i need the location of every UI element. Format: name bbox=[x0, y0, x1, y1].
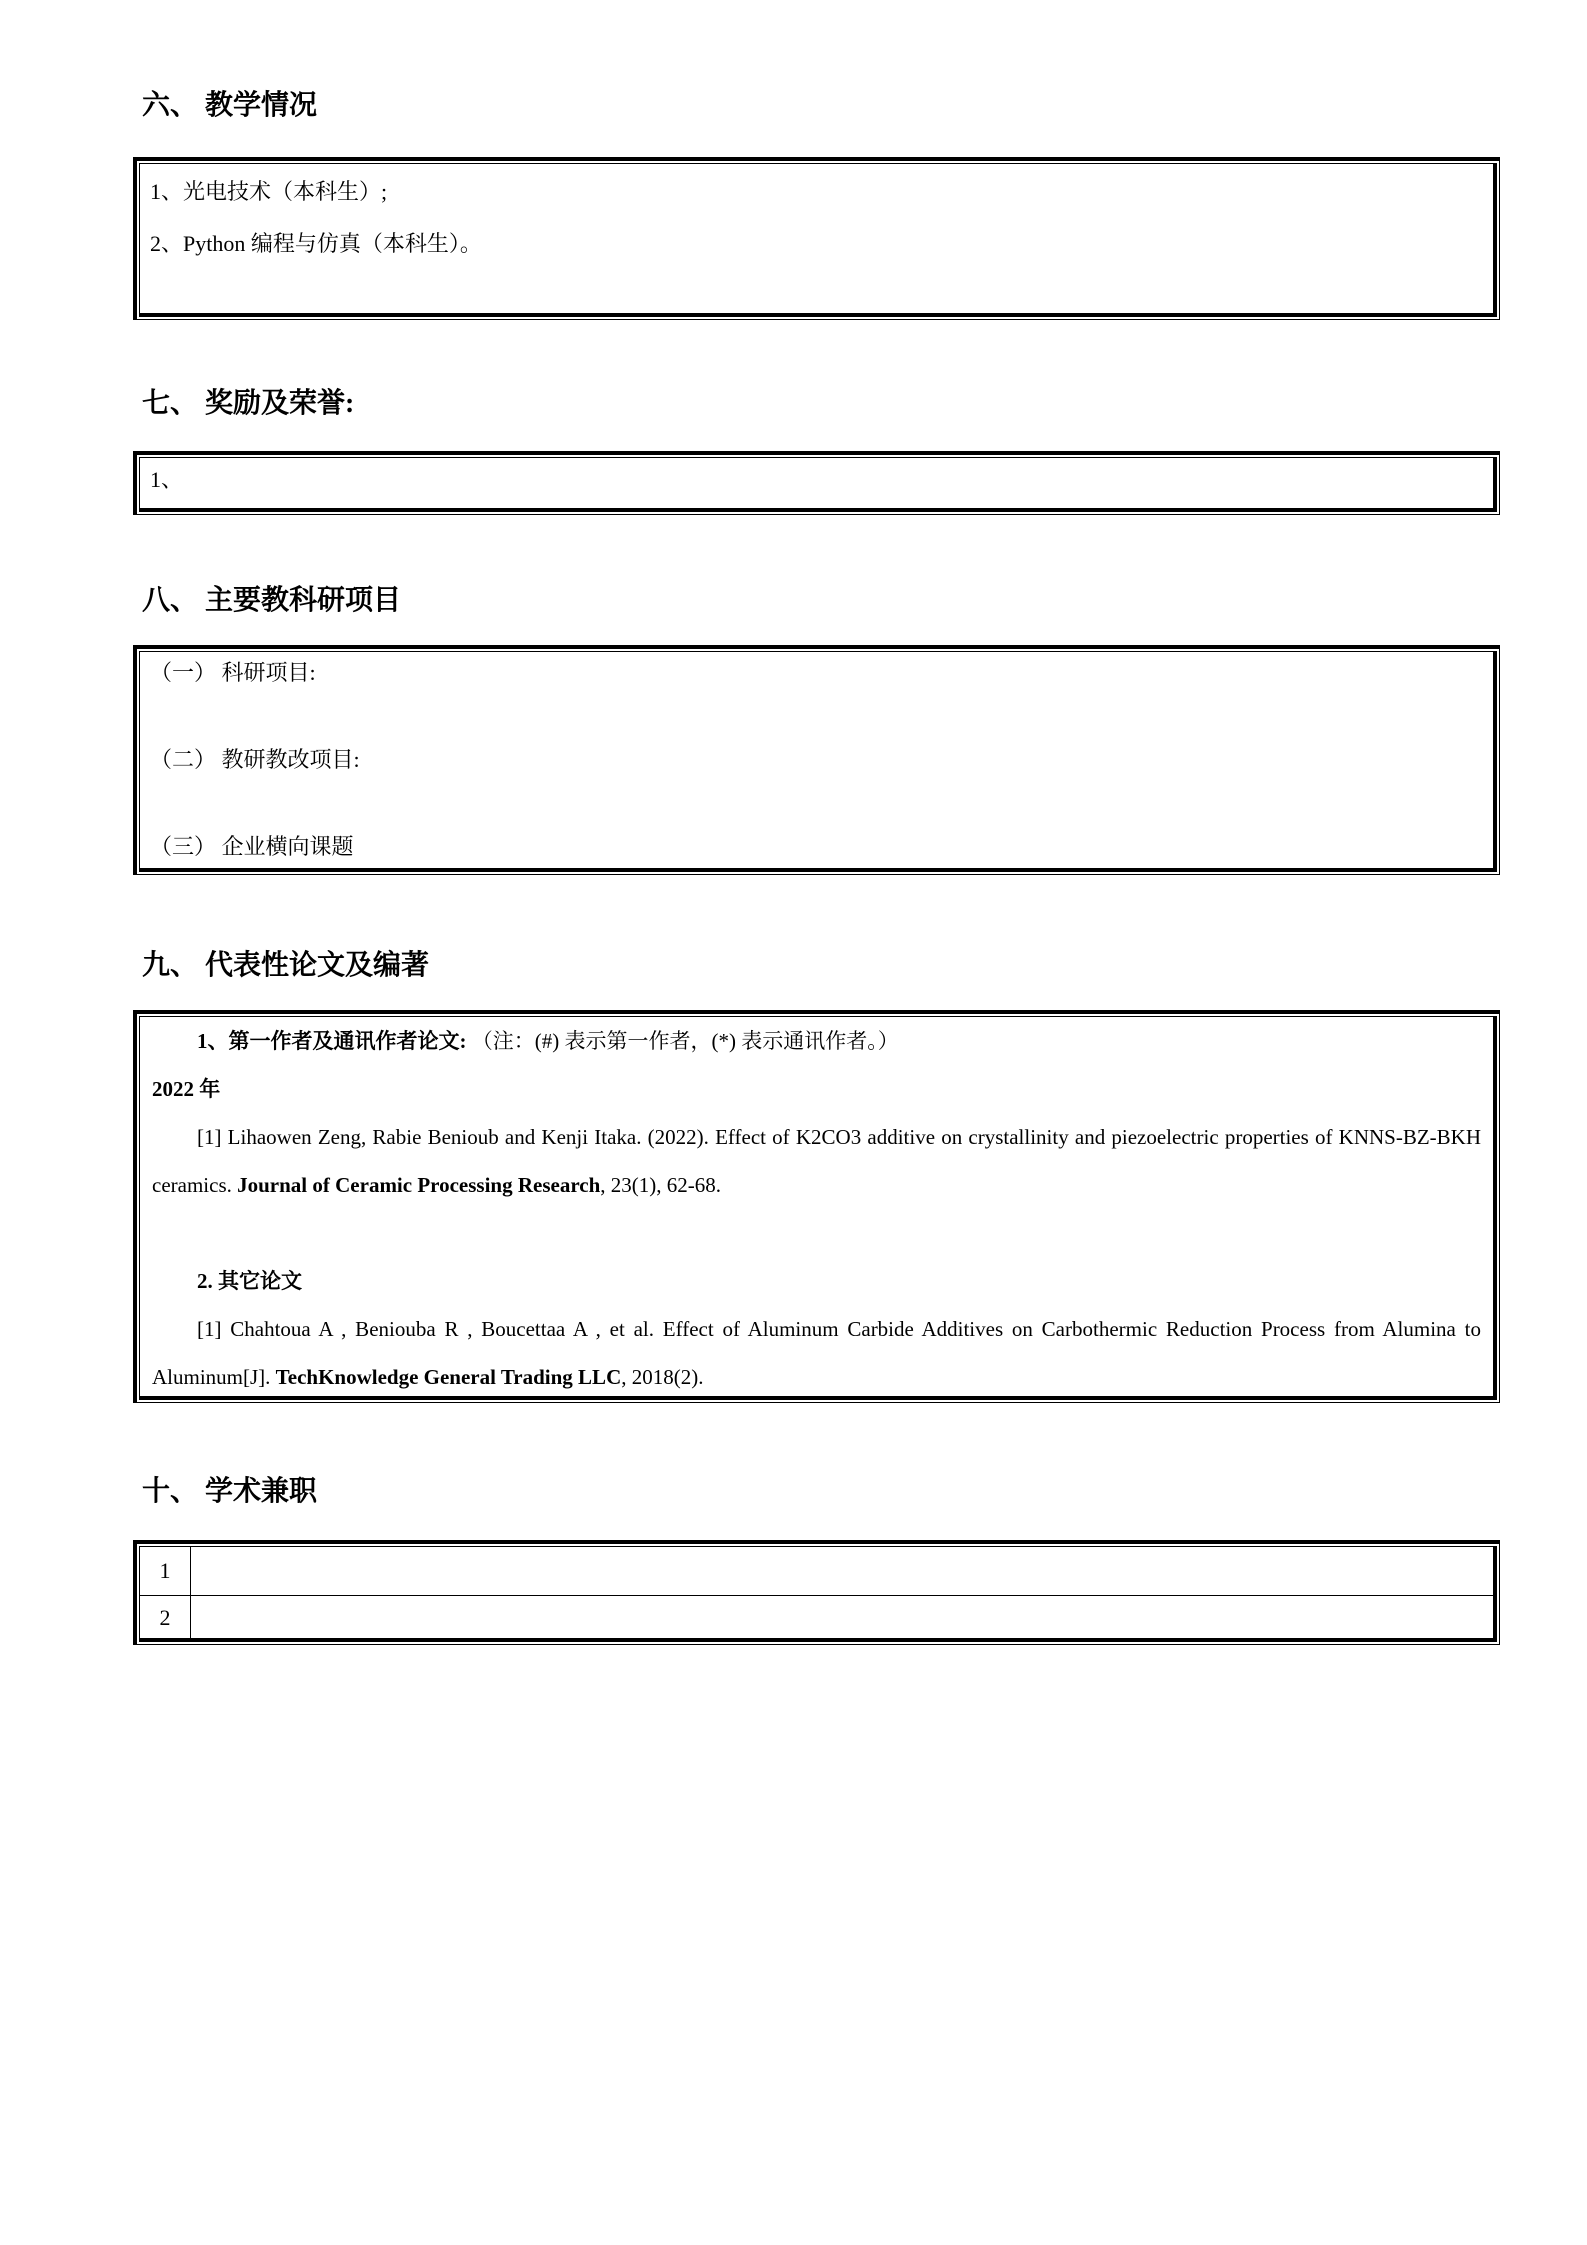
reference-1-issue: , 23(1), 62-68. bbox=[600, 1173, 722, 1197]
projects-item-research: （一） 科研项目: bbox=[150, 660, 316, 685]
reference-2-issue: , 2018(2). bbox=[621, 1365, 704, 1389]
reference-2-publisher: TechKnowledge General Trading LLC bbox=[275, 1365, 622, 1389]
reference-1-journal: Journal of Ceramic Processing Research bbox=[237, 1173, 601, 1197]
row-content-cell bbox=[191, 1596, 1494, 1641]
awards-box-inner bbox=[139, 457, 1497, 512]
academic-positions-table bbox=[140, 1547, 1493, 1640]
awards-item: 1、 bbox=[150, 467, 184, 492]
teaching-box-inner bbox=[139, 163, 1497, 317]
papers-first-author-line bbox=[152, 1017, 1481, 1065]
row-number-cell: 1 bbox=[140, 1547, 191, 1596]
papers-reference-1 bbox=[152, 1113, 1481, 1209]
projects-item-enterprise: （三） 企业横向课题 bbox=[150, 834, 354, 859]
section-title-papers: 九、 代表性论文及编著 bbox=[142, 950, 430, 981]
papers-first-author-note: （注：(#) 表示第一作者，(*) 表示通讯作者。） bbox=[471, 1029, 899, 1053]
papers-first-author-heading: 1、第一作者及通讯作者论文: bbox=[197, 1029, 467, 1053]
teaching-item: 2、Python 编程与仿真（本科生）。 bbox=[150, 231, 482, 256]
row-content-cell bbox=[191, 1547, 1494, 1596]
row-number-cell: 2 bbox=[140, 1596, 191, 1641]
awards-box bbox=[133, 451, 1500, 515]
academic-positions-box-inner bbox=[139, 1546, 1497, 1642]
section-title-teaching: 六、 教学情况 bbox=[142, 90, 318, 121]
teaching-item: 1、光电技术（本科生）; bbox=[150, 179, 388, 204]
papers-other-heading: 2. 其它论文 bbox=[197, 1269, 302, 1293]
table-row bbox=[140, 1547, 1493, 1596]
academic-positions-box bbox=[133, 1540, 1500, 1645]
papers-box-inner bbox=[139, 1016, 1497, 1400]
reference-1-text: [1] Lihaowen Zeng, Rabie Benioub and Kenji Itaka. (2022). Effect of K2CO3 additive on crystallinity and piezoelectric properties of KNNS-BZ-BKH ceramics. bbox=[152, 1125, 1481, 1197]
projects-box-inner bbox=[139, 651, 1497, 872]
section-title-awards: 七、 奖励及荣誉: bbox=[142, 388, 355, 419]
table-row bbox=[140, 1596, 1493, 1641]
section-title-projects: 八、 主要教科研项目 bbox=[142, 585, 402, 616]
reference-2-text: [1] Chahtoua A , Beniouba R , Boucettaa A , et al. Effect of Aluminum Carbide Additives on Carbothermic Reduction Process from Alumina to Aluminum[J]. bbox=[152, 1317, 1481, 1389]
papers-box bbox=[133, 1010, 1500, 1403]
projects-item-teaching-reform: （二） 教研教改项目: bbox=[150, 747, 360, 772]
section-title-academic-positions: 十、 学术兼职 bbox=[142, 1476, 318, 1507]
papers-year-label: 2022 年 bbox=[152, 1077, 221, 1101]
teaching-box bbox=[133, 157, 1500, 320]
papers-reference-2 bbox=[152, 1305, 1481, 1400]
projects-box bbox=[133, 645, 1500, 875]
